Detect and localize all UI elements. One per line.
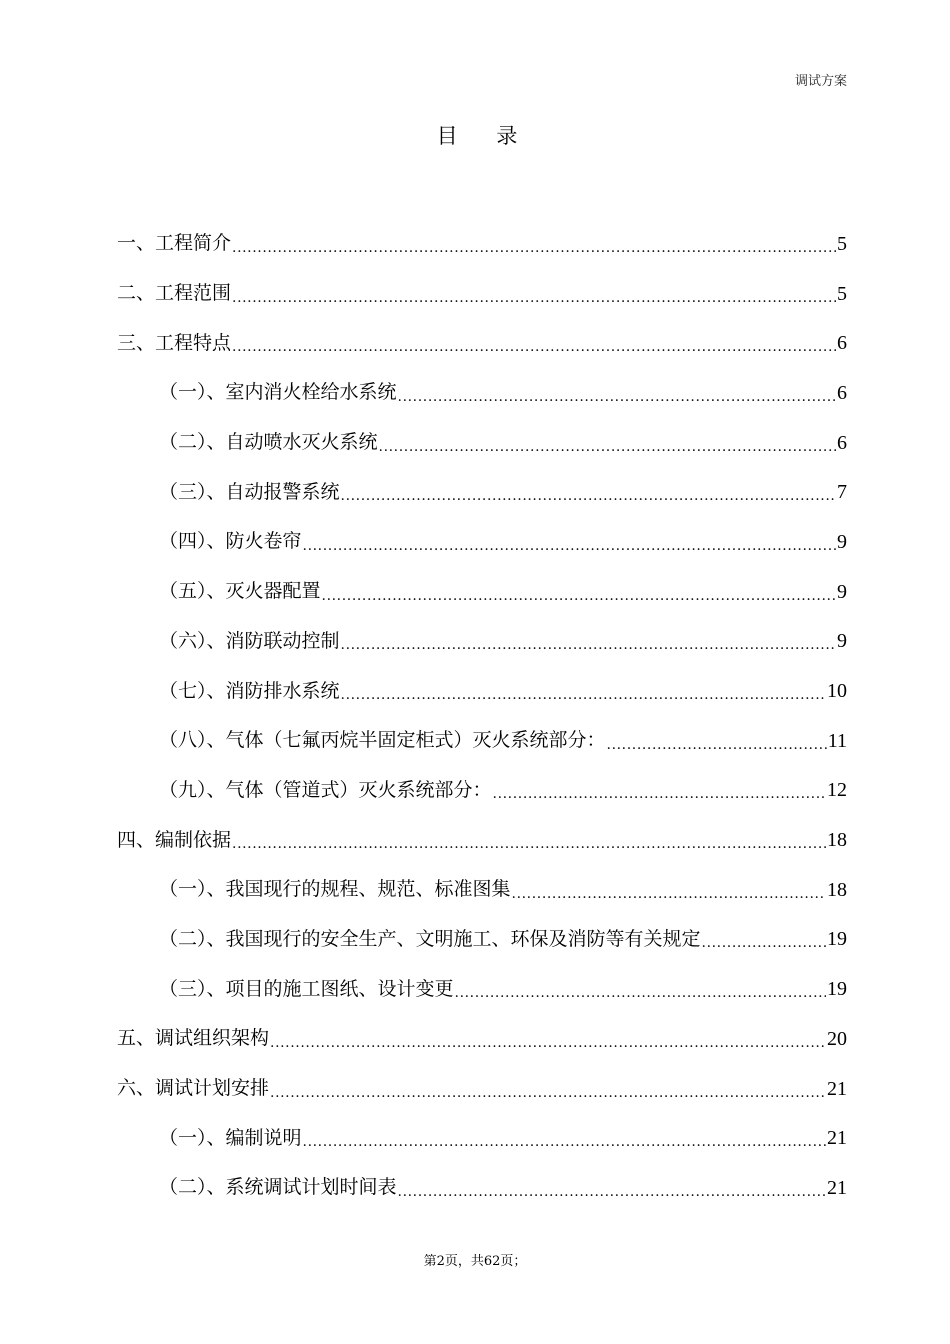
toc-entry[interactable] [117, 666, 847, 716]
toc-leader-dots [379, 440, 836, 454]
toc-entry[interactable] [117, 517, 847, 567]
toc-entry[interactable] [117, 467, 847, 517]
toc-leader-dots [702, 936, 826, 950]
toc-leader-dots [512, 887, 826, 901]
toc-entry-page: 21 [827, 1077, 847, 1100]
toc-entry-page: 6 [837, 332, 847, 355]
toc-leader-dots [341, 688, 826, 702]
toc-entry-page: 11 [827, 729, 847, 752]
toc-leader-dots [341, 638, 836, 652]
toc-entry[interactable] [117, 716, 847, 766]
toc-entry-page: 18 [827, 878, 847, 901]
toc-leader-dots [232, 241, 836, 255]
toc-entry[interactable] [117, 219, 847, 269]
toc-entry[interactable] [117, 318, 847, 368]
toc-entry-label: 二、工程范围 [117, 282, 232, 305]
toc-entry[interactable] [117, 865, 847, 915]
toc-entry-label: （二）、我国现行的安全生产、文明施工、环保及消防等有关规定 [159, 927, 701, 950]
toc-entry-label: 四、编制依据 [117, 828, 232, 851]
toc-entry[interactable] [117, 915, 847, 965]
toc-entry-label: （八）、气体（七氟丙烷半固定柜式）灭火系统部分： [159, 729, 606, 752]
toc-entry-label: （一）、编制说明 [159, 1126, 302, 1149]
toc-entry-label: （七）、消防排水系统 [159, 679, 340, 702]
toc-leader-dots [398, 1185, 826, 1199]
toc-entry[interactable] [117, 1163, 847, 1213]
page-footer: 第2页，共62页； [423, 1254, 527, 1269]
toc-entry-page: 21 [827, 1176, 847, 1199]
toc-leader-dots [607, 738, 827, 752]
toc-entry[interactable] [117, 1113, 847, 1163]
toc-leader-dots [303, 1135, 826, 1149]
toc-entry[interactable] [117, 368, 847, 418]
toc-leader-dots [303, 539, 836, 553]
toc-entry-page: 9 [837, 630, 847, 653]
toc-entry-page: 12 [827, 779, 847, 802]
toc-entry-page: 20 [827, 1027, 847, 1050]
toc-entry-page: 5 [837, 232, 847, 255]
toc-entry-label: （三）、项目的施工图纸、设计变更 [159, 977, 454, 1000]
table-of-contents [117, 219, 847, 1213]
toc-entry[interactable] [117, 1014, 847, 1064]
toc-leader-dots [493, 787, 826, 801]
toc-entry[interactable] [117, 766, 847, 816]
toc-entry-page: 9 [837, 580, 847, 603]
toc-entry-page: 5 [837, 282, 847, 305]
toc-entry[interactable] [117, 567, 847, 617]
toc-leader-dots [232, 837, 826, 851]
toc-leader-dots [232, 340, 836, 354]
toc-entry-label: （九）、气体（管道式）灭火系统部分： [159, 778, 492, 801]
toc-entry[interactable] [117, 617, 847, 667]
toc-entry-page: 9 [837, 530, 847, 553]
toc-entry-page: 19 [827, 928, 847, 951]
toc-entry-page: 7 [837, 481, 847, 504]
toc-entry-page: 6 [837, 381, 847, 404]
toc-entry[interactable] [117, 815, 847, 865]
toc-entry-label: （五）、灭火器配置 [159, 580, 321, 603]
toc-leader-dots [322, 589, 836, 603]
toc-leader-dots [455, 986, 826, 1000]
toc-entry-page: 19 [827, 978, 847, 1001]
toc-entry-label: （一）、室内消火栓给水系统 [159, 381, 397, 404]
toc-leader-dots [398, 390, 836, 404]
toc-entry-page: 21 [827, 1127, 847, 1150]
toc-entry-label: （六）、消防联动控制 [159, 629, 340, 652]
toc-entry-page: 18 [827, 829, 847, 852]
toc-entry-label: （一）、我国现行的规程、规范、标准图集 [159, 878, 511, 901]
toc-entry-label: 六、调试计划安排 [117, 1077, 270, 1100]
toc-entry-label: 一、工程简介 [117, 232, 232, 255]
running-header: 调试方案 [794, 74, 847, 89]
toc-entry-label: 三、工程特点 [117, 331, 232, 354]
toc-entry[interactable] [117, 964, 847, 1014]
toc-entry-page: 6 [837, 431, 847, 454]
toc-entry-label: （二）、系统调试计划时间表 [159, 1176, 397, 1199]
toc-title: 目 录 [436, 124, 534, 148]
toc-entry[interactable] [117, 1064, 847, 1114]
toc-leader-dots [341, 489, 836, 503]
toc-entry-page: 10 [827, 680, 847, 703]
toc-leader-dots [270, 1036, 826, 1050]
toc-entry[interactable] [117, 269, 847, 319]
toc-entry-label: （四）、防火卷帘 [159, 530, 302, 553]
toc-entry[interactable] [117, 418, 847, 468]
toc-entry-label: 五、调试组织架构 [117, 1027, 270, 1050]
toc-leader-dots [232, 291, 836, 305]
toc-entry-label: （二）、自动喷水灭火系统 [159, 431, 378, 454]
toc-entry-label: （三）、自动报警系统 [159, 480, 340, 503]
toc-leader-dots [270, 1086, 826, 1100]
